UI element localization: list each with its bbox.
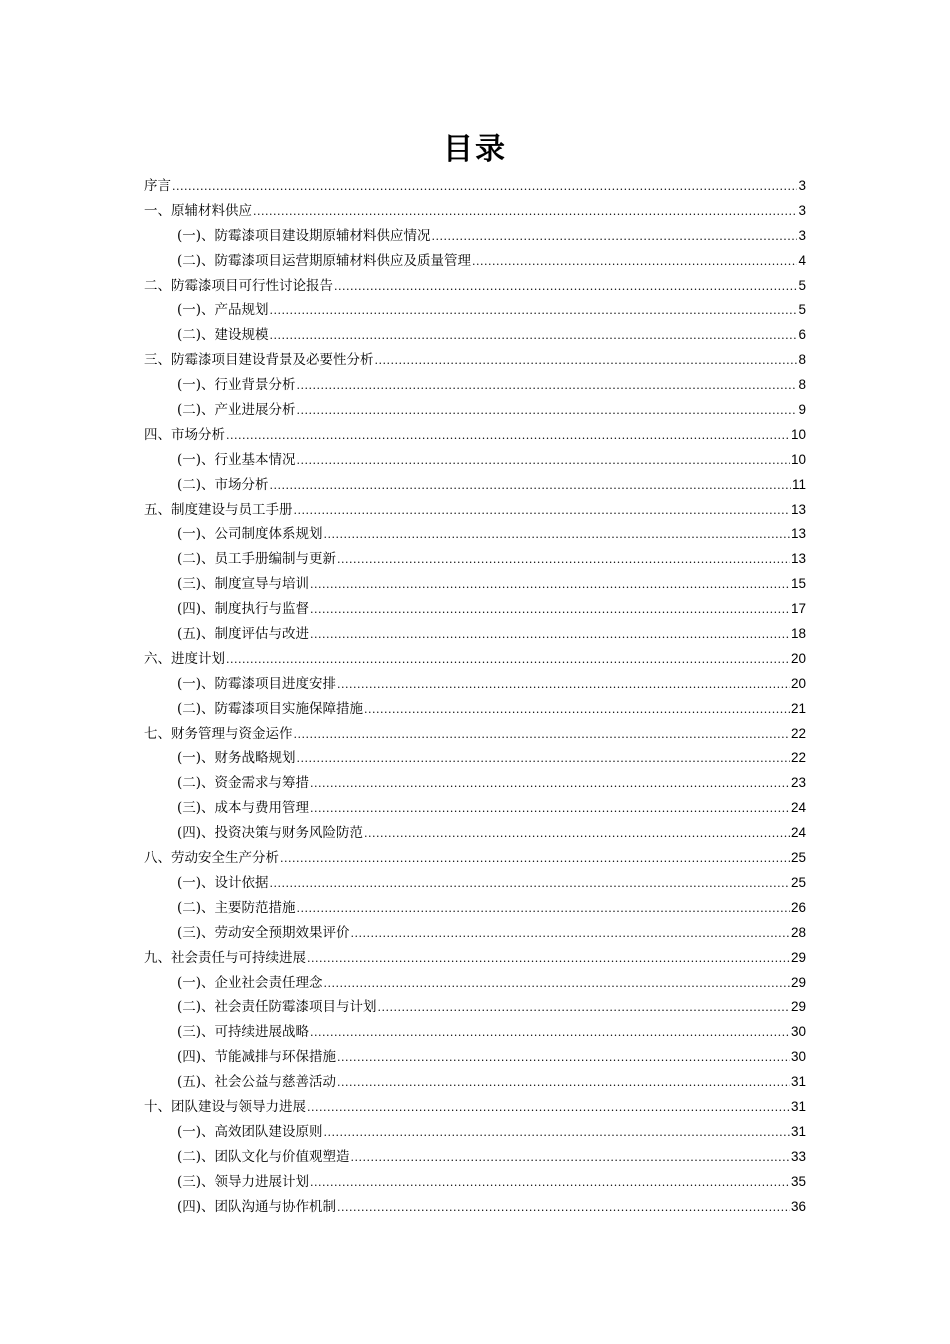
toc-dot-leader (432, 225, 798, 249)
toc-entry-page-number: 24 (790, 825, 806, 841)
toc-entry[interactable] (144, 473, 806, 498)
toc-entry-label: (一)、设计依据 (177, 874, 269, 891)
toc-entry-page-number: 31 (790, 1074, 806, 1090)
toc-dot-leader (351, 1146, 790, 1170)
toc-entry[interactable] (144, 1070, 806, 1095)
toc-dot-leader (375, 349, 798, 373)
toc-dot-leader (297, 449, 790, 473)
toc-entry-label: (二)、团队文化与价值观塑造 (177, 1148, 350, 1165)
toc-dot-leader (472, 250, 797, 274)
toc-entry-page-number: 13 (790, 526, 806, 542)
toc-entry-page-number: 26 (790, 899, 806, 915)
toc-entry-label: 六、进度计划 (144, 650, 225, 667)
toc-entry-label: (一)、高效团队建设原则 (177, 1123, 323, 1140)
toc-dot-leader (294, 499, 790, 523)
toc-entry-page-number: 31 (790, 1098, 806, 1114)
toc-dot-leader (297, 399, 798, 423)
toc-dot-leader (310, 1021, 790, 1045)
toc-entry[interactable] (144, 1170, 806, 1195)
toc-entry-page-number: 36 (790, 1198, 806, 1214)
toc-entry-page-number: 11 (791, 476, 806, 492)
toc-entry-label: (二)、防霉漆项目运营期原辅材料供应及质量管理 (177, 252, 472, 269)
toc-dot-leader (270, 324, 798, 348)
toc-dot-leader (351, 922, 790, 946)
toc-entry-page-number: 33 (790, 1148, 806, 1164)
toc-entry-label: (三)、领导力进展计划 (177, 1173, 310, 1190)
toc-entry[interactable] (144, 522, 806, 547)
toc-dot-leader (334, 275, 797, 299)
toc-entry[interactable] (144, 373, 806, 398)
toc-entry[interactable] (144, 1020, 806, 1045)
toc-entry[interactable] (144, 1095, 806, 1120)
toc-entry-page-number: 21 (790, 700, 806, 716)
toc-entry-label: 序言 (144, 178, 171, 194)
toc-entry-page-number: 9 (798, 402, 806, 418)
toc-entry-page-number: 35 (790, 1173, 806, 1189)
toc-entry[interactable] (144, 199, 806, 224)
toc-entry-label: 四、市场分析 (144, 426, 225, 443)
toc-dot-leader (226, 648, 790, 672)
toc-entry-label: (四)、制度执行与监督 (177, 601, 310, 618)
toc-entry-page-number: 17 (790, 601, 806, 617)
toc-entry[interactable] (144, 871, 806, 896)
toc-entry[interactable] (144, 224, 806, 249)
toc-entry-label: 五、制度建设与员工手册 (144, 501, 293, 518)
toc-entry-label: (二)、员工手册编制与更新 (177, 551, 337, 568)
toc-entry[interactable] (144, 597, 806, 622)
toc-dot-leader (337, 1196, 790, 1220)
toc-dot-leader (253, 200, 797, 224)
toc-entry-label: 十、团队建设与领导力进展 (144, 1098, 306, 1115)
toc-dot-leader (297, 747, 790, 771)
toc-entry[interactable] (144, 323, 806, 348)
toc-entry-label: (二)、社会责任防霉漆项目与计划 (177, 999, 377, 1016)
toc-entry[interactable] (144, 746, 806, 771)
toc-dot-leader (280, 847, 790, 871)
toc-entry-page-number: 15 (790, 576, 806, 592)
toc-dot-leader (337, 673, 790, 697)
toc-dot-leader (270, 299, 798, 323)
toc-entry[interactable] (144, 498, 806, 523)
toc-entry-label: (四)、投资决策与财务风险防范 (177, 825, 364, 842)
toc-entry[interactable] (144, 995, 806, 1020)
toc-entry[interactable] (144, 1195, 806, 1220)
toc-dot-leader (337, 1071, 790, 1095)
toc-dot-leader (364, 822, 790, 846)
toc-entry[interactable] (144, 572, 806, 597)
toc-dot-leader (297, 897, 790, 921)
toc-entry-label: (二)、产业进展分析 (177, 402, 296, 419)
toc-entry-page-number: 8 (798, 377, 806, 393)
toc-dot-leader (310, 598, 790, 622)
toc-entry[interactable] (144, 896, 806, 921)
toc-dot-leader (337, 548, 790, 572)
toc-entry[interactable] (144, 249, 806, 274)
toc-entry[interactable] (144, 722, 806, 747)
toc-entry-label: 七、财务管理与资金运作 (144, 725, 293, 742)
toc-entry[interactable] (144, 174, 806, 199)
toc-dot-leader (378, 996, 790, 1020)
toc-entry[interactable] (144, 1045, 806, 1070)
toc-dot-leader (270, 474, 791, 498)
toc-list (144, 174, 806, 1219)
toc-entry-label: (五)、制度评估与改进 (177, 626, 310, 643)
toc-entry[interactable] (144, 398, 806, 423)
toc-entry-label: (一)、行业背景分析 (177, 377, 296, 394)
toc-entry-page-number: 22 (790, 750, 806, 766)
toc-entry-label: (二)、市场分析 (177, 476, 269, 493)
toc-entry-page-number: 3 (798, 227, 806, 243)
toc-entry-label: (一)、产品规划 (177, 302, 269, 319)
toc-entry-label: (一)、公司制度体系规划 (177, 526, 323, 543)
toc-entry-page-number: 31 (790, 1123, 806, 1139)
toc-entry-page-number: 24 (790, 800, 806, 816)
toc-entry-page-number: 22 (790, 725, 806, 741)
toc-entry[interactable] (144, 672, 806, 697)
toc-dot-leader (310, 573, 790, 597)
toc-dot-leader (364, 698, 790, 722)
toc-entry-page-number: 28 (790, 924, 806, 940)
toc-dot-leader (297, 374, 798, 398)
toc-entry-label: 三、防霉漆项目建设背景及必要性分析 (144, 352, 374, 369)
toc-dot-leader (226, 424, 790, 448)
toc-dot-leader (310, 1171, 790, 1195)
toc-entry[interactable] (144, 1145, 806, 1170)
toc-entry-page-number: 13 (790, 501, 806, 517)
toc-entry[interactable] (144, 423, 806, 448)
toc-entry-page-number: 18 (790, 626, 806, 642)
toc-entry-label: (三)、成本与费用管理 (177, 800, 310, 817)
toc-entry-label: (一)、防霉漆项目进度安排 (177, 675, 337, 692)
toc-dot-leader (337, 1046, 790, 1070)
toc-entry[interactable] (144, 448, 806, 473)
toc-dot-leader (270, 872, 790, 896)
toc-entry-page-number: 25 (790, 874, 806, 890)
toc-entry-page-number: 5 (798, 302, 806, 318)
toc-entry[interactable] (144, 971, 806, 996)
toc-dot-leader (307, 1096, 790, 1120)
toc-dot-leader (310, 797, 790, 821)
toc-dot-leader (310, 772, 790, 796)
toc-dot-leader (310, 623, 790, 647)
toc-entry-label: (四)、团队沟通与协作机制 (177, 1198, 337, 1215)
toc-entry-page-number: 10 (790, 451, 806, 467)
toc-entry[interactable] (144, 946, 806, 971)
toc-entry-label: (二)、防霉漆项目实施保障措施 (177, 700, 364, 717)
toc-entry[interactable] (144, 1120, 806, 1145)
toc-entry[interactable] (144, 821, 806, 846)
toc-entry-label: 九、社会责任与可持续进展 (144, 949, 306, 966)
toc-entry[interactable] (144, 697, 806, 722)
toc-entry-label: (三)、可持续进展战略 (177, 1024, 310, 1041)
toc-entry-label: (二)、资金需求与筹措 (177, 775, 310, 792)
toc-entry[interactable] (144, 298, 806, 323)
toc-entry-label: (三)、制度宣导与培训 (177, 576, 310, 593)
toc-entry-page-number: 8 (798, 352, 806, 368)
toc-dot-leader (324, 972, 790, 996)
toc-entry-page-number: 29 (790, 949, 806, 965)
toc-entry[interactable] (144, 846, 806, 871)
toc-entry-page-number: 13 (790, 551, 806, 567)
toc-entry[interactable] (144, 348, 806, 373)
toc-entry-page-number: 10 (790, 426, 806, 442)
toc-entry-page-number: 20 (790, 675, 806, 691)
toc-entry-label: (四)、节能减排与环保措施 (177, 1049, 337, 1066)
toc-entry-label: (一)、防霉漆项目建设期原辅材料供应情况 (177, 227, 431, 244)
toc-dot-leader (307, 947, 790, 971)
toc-entry[interactable] (144, 547, 806, 572)
toc-entry-page-number: 30 (790, 1024, 806, 1040)
toc-entry-page-number: 29 (790, 974, 806, 990)
toc-entry[interactable] (144, 796, 806, 821)
toc-entry-label: (二)、建设规模 (177, 327, 269, 344)
toc-entry-page-number: 5 (798, 277, 806, 293)
toc-entry-label: 八、劳动安全生产分析 (144, 850, 279, 867)
toc-entry[interactable] (144, 647, 806, 672)
toc-entry-page-number: 23 (790, 775, 806, 791)
toc-entry[interactable] (144, 274, 806, 299)
toc-entry-label: (一)、企业社会责任理念 (177, 974, 323, 991)
toc-entry-label: (三)、劳动安全预期效果评价 (177, 924, 350, 941)
toc-entry-label: (二)、主要防范措施 (177, 899, 296, 916)
toc-entry-label: (五)、社会公益与慈善活动 (177, 1074, 337, 1091)
toc-entry-page-number: 30 (790, 1049, 806, 1065)
toc-entry-label: (一)、财务战略规划 (177, 750, 296, 767)
toc-entry-page-number: 25 (790, 850, 806, 866)
toc-entry-label: 一、原辅材料供应 (144, 202, 252, 219)
toc-entry-page-number: 29 (790, 999, 806, 1015)
toc-entry-page-number: 3 (798, 178, 806, 193)
toc-entry[interactable] (144, 771, 806, 796)
toc-dot-leader (172, 175, 797, 199)
toc-entry[interactable] (144, 622, 806, 647)
toc-entry[interactable] (144, 921, 806, 946)
toc-entry-page-number: 20 (790, 650, 806, 666)
toc-entry-label: (一)、行业基本情况 (177, 451, 296, 468)
toc-dot-leader (324, 1121, 790, 1145)
toc-entry-page-number: 3 (798, 202, 806, 218)
toc-title: 目录 (443, 132, 507, 167)
toc-entry-page-number: 4 (798, 252, 806, 268)
toc-entry-label: 二、防霉漆项目可行性讨论报告 (144, 277, 333, 294)
toc-entry-page-number: 6 (798, 327, 806, 343)
toc-dot-leader (324, 523, 790, 547)
toc-dot-leader (294, 723, 790, 747)
